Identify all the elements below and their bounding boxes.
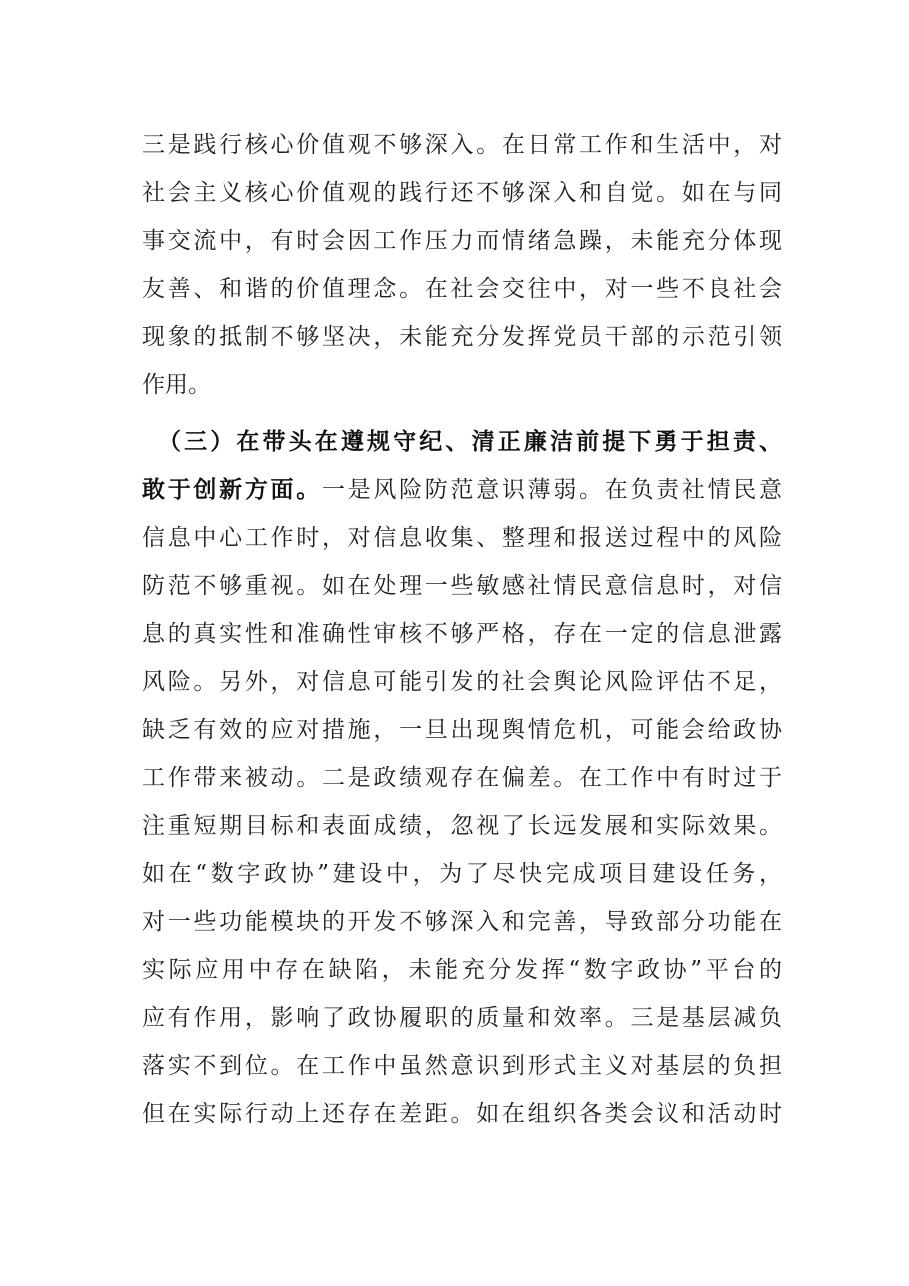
paragraph-line-text: 一是风险防范意识薄弱。在负责社情民意 xyxy=(321,477,783,503)
paragraph-line: 三是践行核心价值观不够深入。在日常工作和生活中，对 xyxy=(142,132,782,158)
paragraph-line: 防范不够重视。如在处理一些敏感社情民意信息时，对信 xyxy=(142,573,782,599)
paragraph-line: 作用。 xyxy=(142,372,211,398)
paragraph-line: 社会主义核心价值观的践行还不够深入和自觉。如在与同 xyxy=(142,180,782,206)
paragraph-line: 信息中心工作时，对信息收集、整理和报送过程中的风险 xyxy=(142,525,782,551)
section-heading-tail: 敢于创新方面。 xyxy=(142,477,322,503)
paragraph-line: 如在“数字政协”建设中，为了尽快完成项目建设任务， xyxy=(142,861,782,887)
paragraph-line: 工作带来被动。二是政绩观存在偏差。在工作中有时过于 xyxy=(142,765,782,791)
paragraph-line: 但在实际行动上还存在差距。如在组织各类会议和活动时 xyxy=(142,1101,782,1127)
section-heading: （三）在带头在遵规守纪、清正廉洁前提下勇于担责、 xyxy=(158,429,782,455)
paragraph-line: 风险。另外，对信息可能引发的社会舆论风险评估不足， xyxy=(142,669,782,695)
paragraph-line: 息的真实性和准确性审核不够严格，存在一定的信息泄露 xyxy=(142,621,782,647)
paragraph-line: 落实不到位。在工作中虽然意识到形式主义对基层的负担 xyxy=(142,1053,782,1079)
paragraph-line: 友善、和谐的价值理念。在社会交往中，对一些不良社会 xyxy=(142,276,782,302)
paragraph-line: 缺乏有效的应对措施，一旦出现舆情危机，可能会给政协 xyxy=(142,717,782,743)
paragraph-line: 事交流中，有时会因工作压力而情绪急躁，未能充分体现 xyxy=(142,228,782,254)
paragraph-line xyxy=(142,466,782,514)
paragraph-line: 实际应用中存在缺陷，未能充分发挥“数字政协”平台的 xyxy=(142,957,782,983)
paragraph-line: 注重短期目标和表面成绩，忽视了长远发展和实际效果。 xyxy=(142,813,782,839)
paragraph-line: 应有作用，影响了政协履职的质量和效率。三是基层减负 xyxy=(142,1005,782,1031)
paragraph-line: 对一些功能模块的开发不够深入和完善，导致部分功能在 xyxy=(142,909,782,935)
paragraph-line: 现象的抵制不够坚决，未能充分发挥党员干部的示范引领 xyxy=(142,324,782,350)
